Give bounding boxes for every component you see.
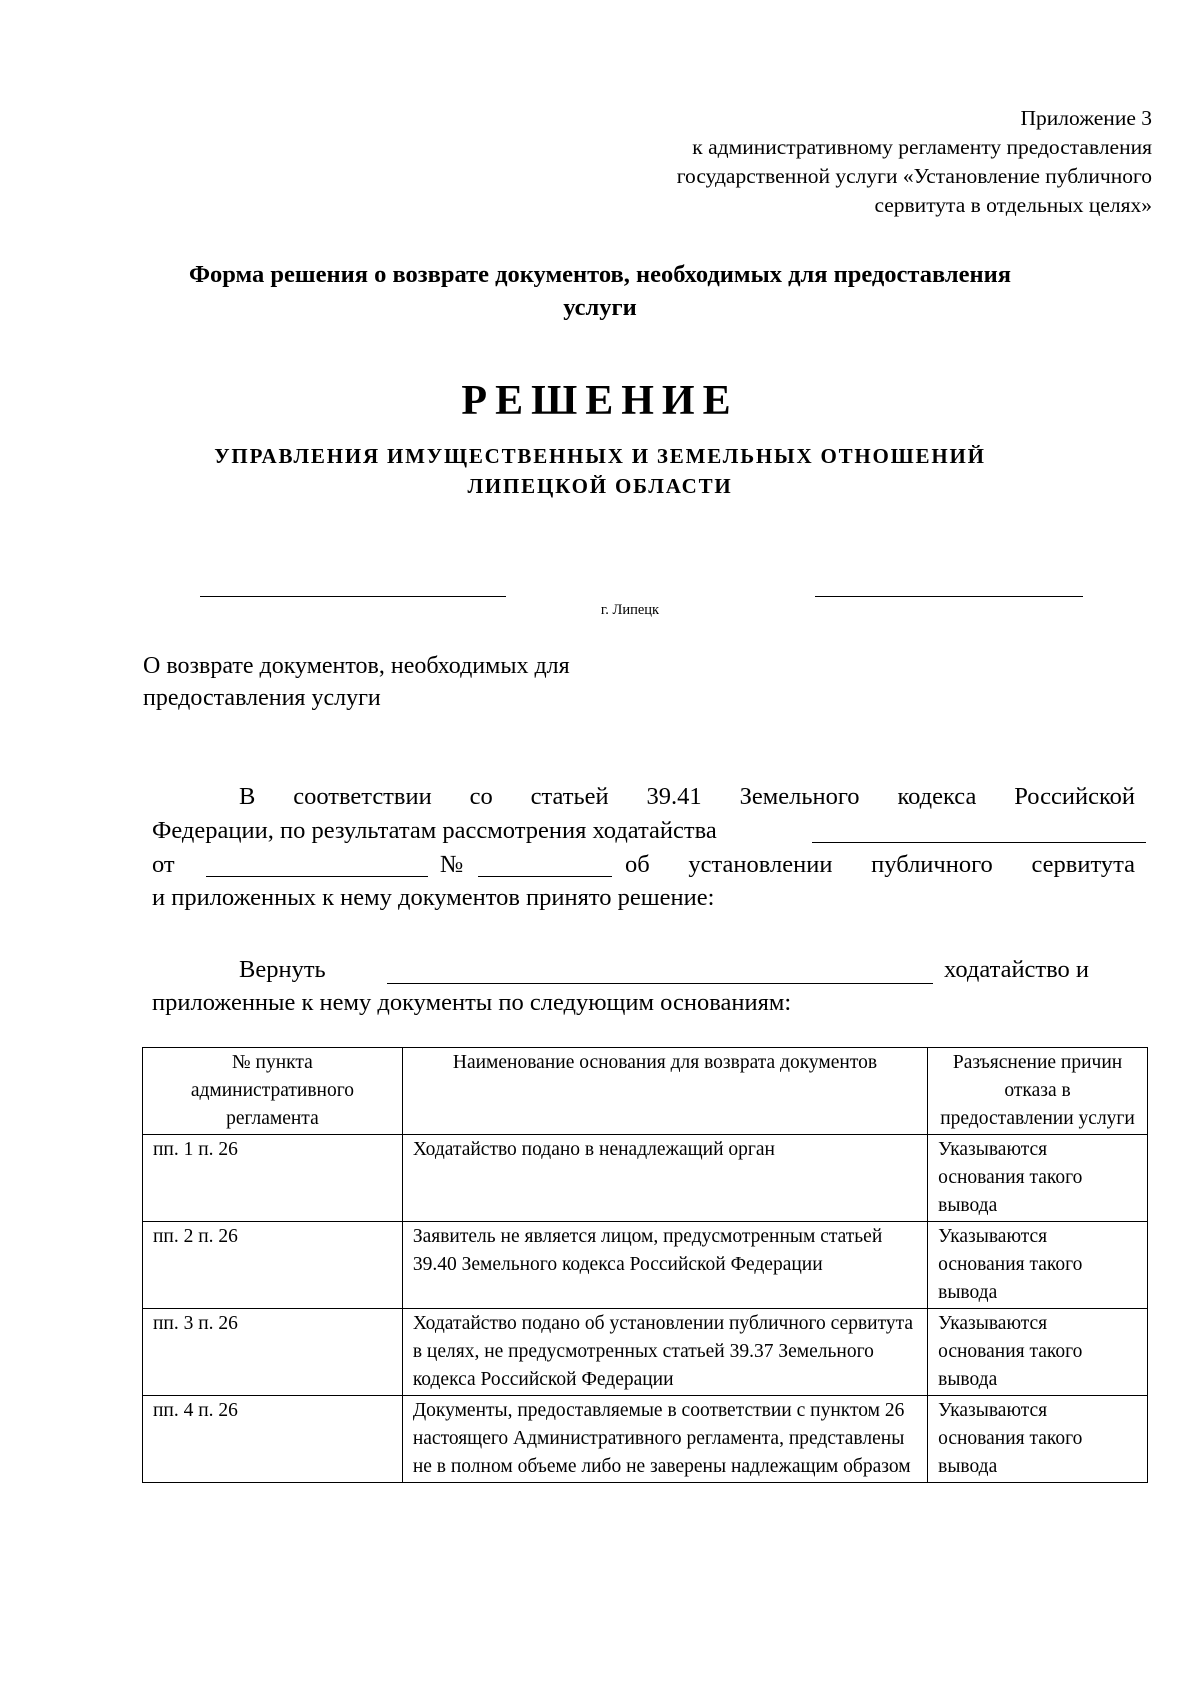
date-blank-line xyxy=(200,596,506,597)
word: об xyxy=(625,851,650,878)
explanation-cell: Указываются основания такого вывода xyxy=(928,1396,1148,1483)
authority-name xyxy=(180,441,1020,501)
word: Земельного xyxy=(739,783,860,810)
form-title xyxy=(130,258,1070,324)
column-header: Наименование основания для возврата документов xyxy=(402,1048,927,1135)
explanation-cell: Указываются основания такого вывода xyxy=(928,1135,1148,1222)
body-line-6: приложенные к нему документы по следующим основаниям: xyxy=(152,989,792,1016)
grounds-table xyxy=(142,1047,1148,1483)
ground-cell: Заявитель не является лицом, предусмотренным статьей 39.40 Земельного кодекса Российской Федерации xyxy=(402,1222,927,1309)
table-row xyxy=(143,1396,1148,1483)
ground-cell: Ходатайство подано в ненадлежащий орган xyxy=(402,1135,927,1222)
applicant-blank-line xyxy=(387,983,933,984)
word: кодекса xyxy=(897,783,977,810)
subject-line: О возврате документов, необходимых для xyxy=(143,653,570,679)
item-cell: пп. 2 п. 26 xyxy=(143,1222,403,1309)
petition-blank-line xyxy=(812,842,1146,843)
appendix-line: Приложение 3 xyxy=(1020,106,1152,130)
decision-title: РЕШЕНИЕ xyxy=(461,378,739,424)
petition-number-blank-line xyxy=(478,876,612,877)
authority-line: ЛИПЕЦКОЙ ОБЛАСТИ xyxy=(467,474,733,498)
petition-date-blank-line xyxy=(206,876,428,877)
authority-line: УПРАВЛЕНИЯ ИМУЩЕСТВЕННЫХ И ЗЕМЕЛЬНЫХ ОТНОШЕНИЙ xyxy=(214,444,986,468)
number-sign: № xyxy=(440,851,464,878)
column-header: Разъяснение причин отказа в предоставлении услуги xyxy=(928,1048,1148,1135)
petition-label: ходатайство и xyxy=(944,956,1090,983)
body-line-2: Федерации, по результатам рассмотрения ходатайства xyxy=(152,817,717,844)
word: статьей xyxy=(530,783,609,810)
explanation-cell: Указываются основания такого вывода xyxy=(928,1309,1148,1396)
from-label: от xyxy=(152,851,175,878)
appendix-line: сервитута в отдельных целях» xyxy=(874,193,1152,217)
body-line-1 xyxy=(239,780,1135,813)
item-cell: пп. 3 п. 26 xyxy=(143,1309,403,1396)
decision-subject xyxy=(143,650,703,714)
word: со xyxy=(469,783,493,810)
word: Российской xyxy=(1014,783,1135,810)
word: 39.41 xyxy=(646,783,702,810)
number-blank-line xyxy=(815,596,1083,597)
appendix-header xyxy=(532,104,1152,220)
subject-line: предоставления услуги xyxy=(143,685,381,711)
ground-cell: Документы, предоставляемые в соответствии с пунктом 26 настоящего Административного регламента, представлены не в полном объеме либо не заверены надлежащим образом xyxy=(402,1396,927,1483)
body-line-3-tail xyxy=(625,848,1135,881)
word: В xyxy=(239,783,256,810)
table-row xyxy=(143,1135,1148,1222)
form-title-line: Форма решения о возврате документов, необходимых для предоставления xyxy=(188,261,1012,288)
explanation-cell: Указываются основания такого вывода xyxy=(928,1222,1148,1309)
word: соответствии xyxy=(293,783,432,810)
body-line-4: и приложенных к нему документов принято решение: xyxy=(152,884,715,911)
item-cell: пп. 1 п. 26 xyxy=(143,1135,403,1222)
item-cell: пп. 4 п. 26 xyxy=(143,1396,403,1483)
word: публичного xyxy=(871,851,993,878)
word: установлении xyxy=(688,851,833,878)
table-row xyxy=(143,1309,1148,1396)
ground-cell: Ходатайство подано об установлении публичного сервитута в целях, не предусмотренных статьей 39.37 Земельного кодекса Российской Федерации xyxy=(402,1309,927,1396)
table-row xyxy=(143,1222,1148,1309)
appendix-line: к административному регламенту предоставления xyxy=(692,135,1152,159)
city-label: г. Липецк xyxy=(600,602,660,618)
return-label: Вернуть xyxy=(239,956,326,983)
form-title-line: услуги xyxy=(563,294,637,321)
appendix-line: государственной услуги «Установление публичного xyxy=(676,164,1152,188)
word: сервитута xyxy=(1031,851,1135,878)
table-header-row xyxy=(143,1048,1148,1135)
column-header: № пункта административного регламента xyxy=(143,1048,403,1135)
